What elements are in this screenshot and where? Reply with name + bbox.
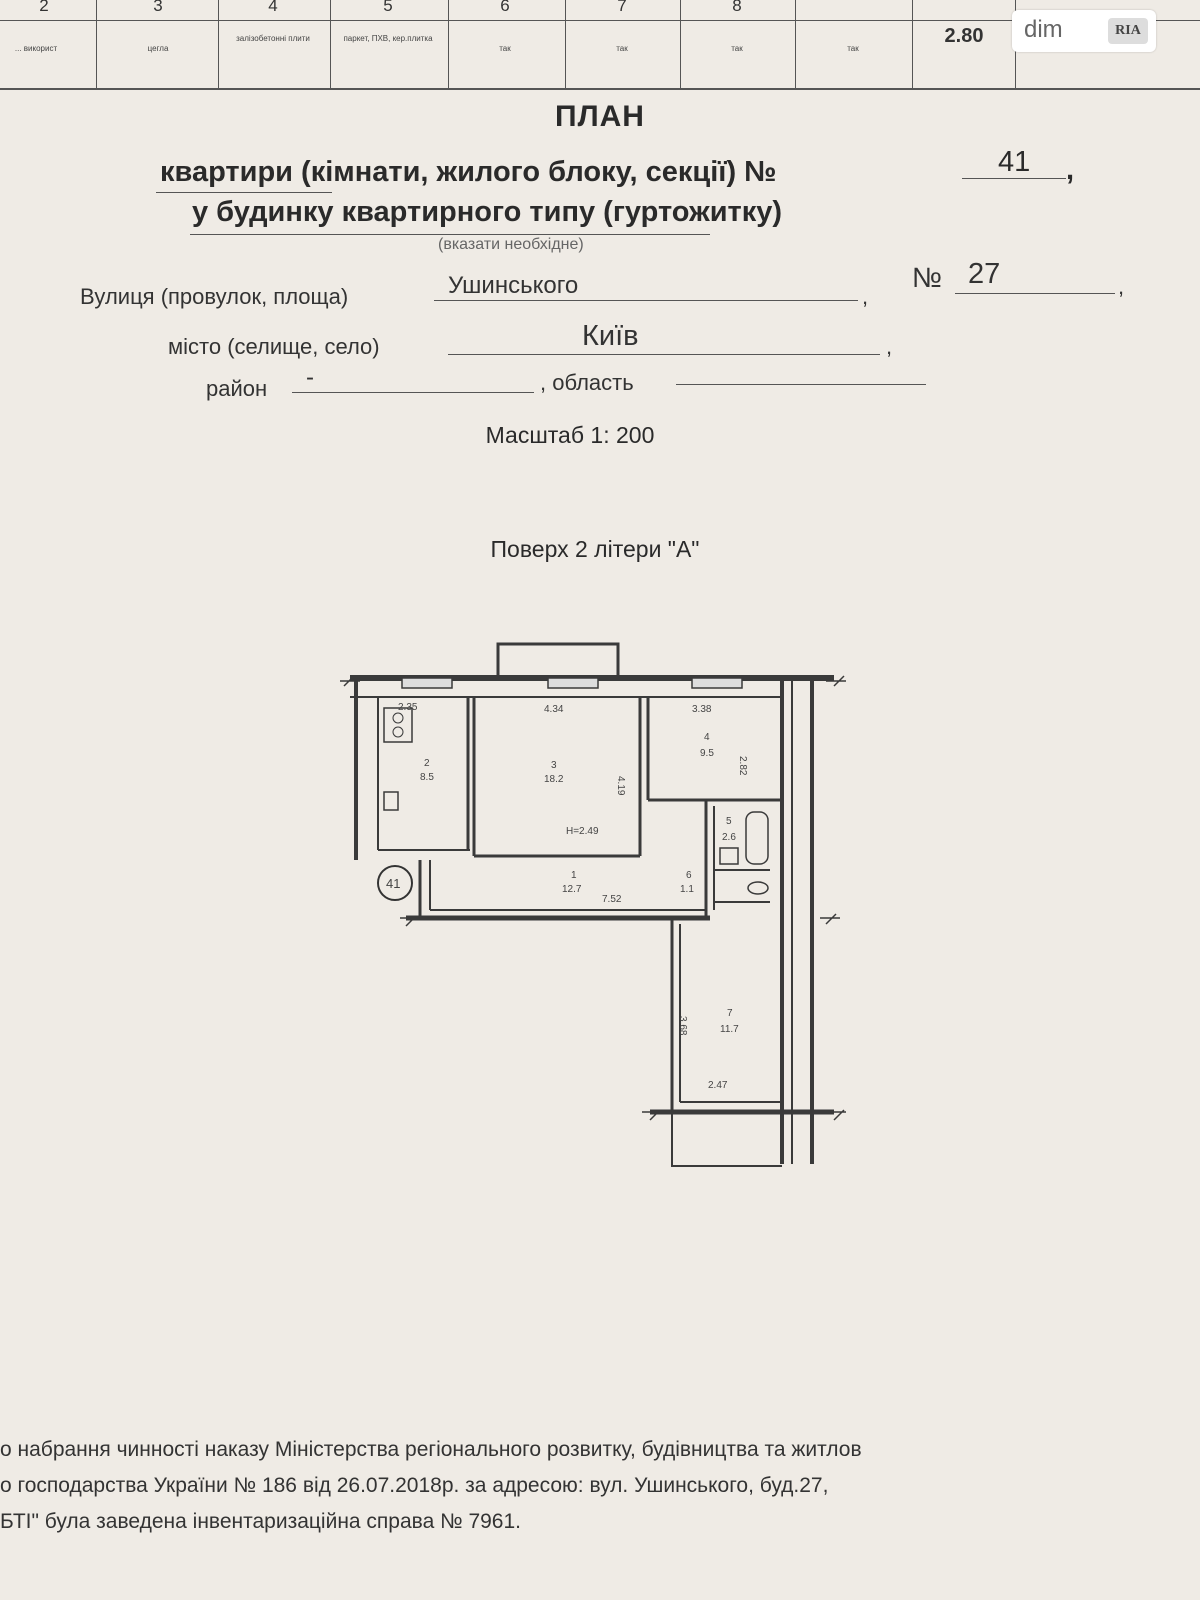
table-cell: цегла [147, 44, 169, 53]
dimension-label: 3.38 [692, 704, 712, 715]
street-label: Вулиця (провулок, площа) [80, 284, 349, 309]
room-number-2: 2 [424, 758, 430, 769]
dimension-label: 7.52 [602, 894, 622, 905]
room-number-5: 5 [726, 816, 732, 827]
street-value: Ушинського [448, 272, 579, 299]
plan-subtitle-line2: у будинку квартирного типу (гуртожитку) [192, 196, 783, 228]
table-header-cell: 2 [39, 0, 49, 15]
document-title: ПЛАН [555, 100, 645, 133]
table-cell: так [499, 44, 511, 53]
room-area-1: 12.7 [562, 884, 582, 895]
room-area-7: 11.7 [720, 1024, 739, 1035]
ceiling-height-label: H=2.49 [566, 826, 599, 837]
ceiling-height-value: 2.80 [944, 25, 984, 47]
table-cell: так [731, 44, 743, 53]
table-cell: паркет, ПХВ, кер.плитка [343, 34, 433, 43]
footer-line: БТІ" була заведена інвентаризаційна справа № 7961. [0, 1510, 522, 1533]
dimension-label: 3.68 [677, 1016, 688, 1036]
comma: , [886, 334, 893, 359]
table-header-cell: 4 [268, 0, 278, 15]
dimension-label: 2.47 [708, 1080, 728, 1091]
room-number-1: 1 [571, 870, 577, 881]
room-area-6: 1.1 [680, 884, 694, 895]
city-label: місто (селище, село) [168, 334, 380, 359]
footer-line: о набрання чинності наказу Міністерства регіонального розвитку, будівництва та житлов [0, 1438, 862, 1461]
comma: , [1118, 274, 1125, 299]
district-label: район [206, 376, 268, 401]
table-cell: так [616, 44, 628, 53]
region-label: , область [540, 370, 634, 395]
table-cell: ... використ [14, 44, 58, 53]
footer-note [0, 1432, 1200, 1540]
table-header-cell: 6 [500, 0, 510, 15]
hint-text: (вказати необхідне) [438, 236, 584, 253]
apartment-number: 41 [998, 146, 1031, 178]
plan-subtitle-line1: квартири (кімнати, жилого блоку, секції) № [160, 156, 777, 188]
floor-label: Поверх 2 літери "А" [490, 536, 700, 562]
footer-line: о господарства України № 186 від 26.07.2018р. за адресою: вул. Ушинського, буд.27, [0, 1474, 829, 1497]
house-label: № [912, 262, 943, 293]
room-area-2: 8.5 [420, 772, 434, 783]
room-area-3: 18.2 [544, 774, 564, 785]
room-number-3: 3 [551, 760, 557, 771]
table-header-cell: 8 [732, 0, 742, 15]
city-value: Київ [582, 320, 639, 352]
room-number-7: 7 [727, 1008, 733, 1019]
table-header-cell: 7 [617, 0, 627, 15]
house-value: 27 [968, 258, 1001, 290]
comma: , [1066, 154, 1075, 186]
room-area-5: 2.6 [722, 832, 736, 843]
apartment-marker: 41 [386, 876, 401, 891]
comma: , [862, 284, 869, 309]
table-cell: залізобетонні плити [236, 34, 310, 43]
dimension-label: 2.35 [398, 702, 418, 713]
table-header-cell: 5 [383, 0, 393, 15]
dimension-label: 2.82 [737, 756, 748, 776]
dimension-label: 4.34 [544, 704, 564, 715]
table-cell: так [847, 44, 859, 53]
room-number-4: 4 [704, 732, 710, 743]
scale-label: Масштаб 1: 200 [485, 422, 655, 448]
watermark-badge: RIA [1108, 18, 1148, 44]
watermark-text: dim [1024, 16, 1063, 43]
room-number-6: 6 [686, 870, 692, 881]
room-area-4: 9.5 [700, 748, 714, 759]
district-value: - [306, 364, 314, 391]
table-header-cell: 3 [153, 0, 163, 15]
dimension-label: 4.19 [615, 776, 626, 796]
